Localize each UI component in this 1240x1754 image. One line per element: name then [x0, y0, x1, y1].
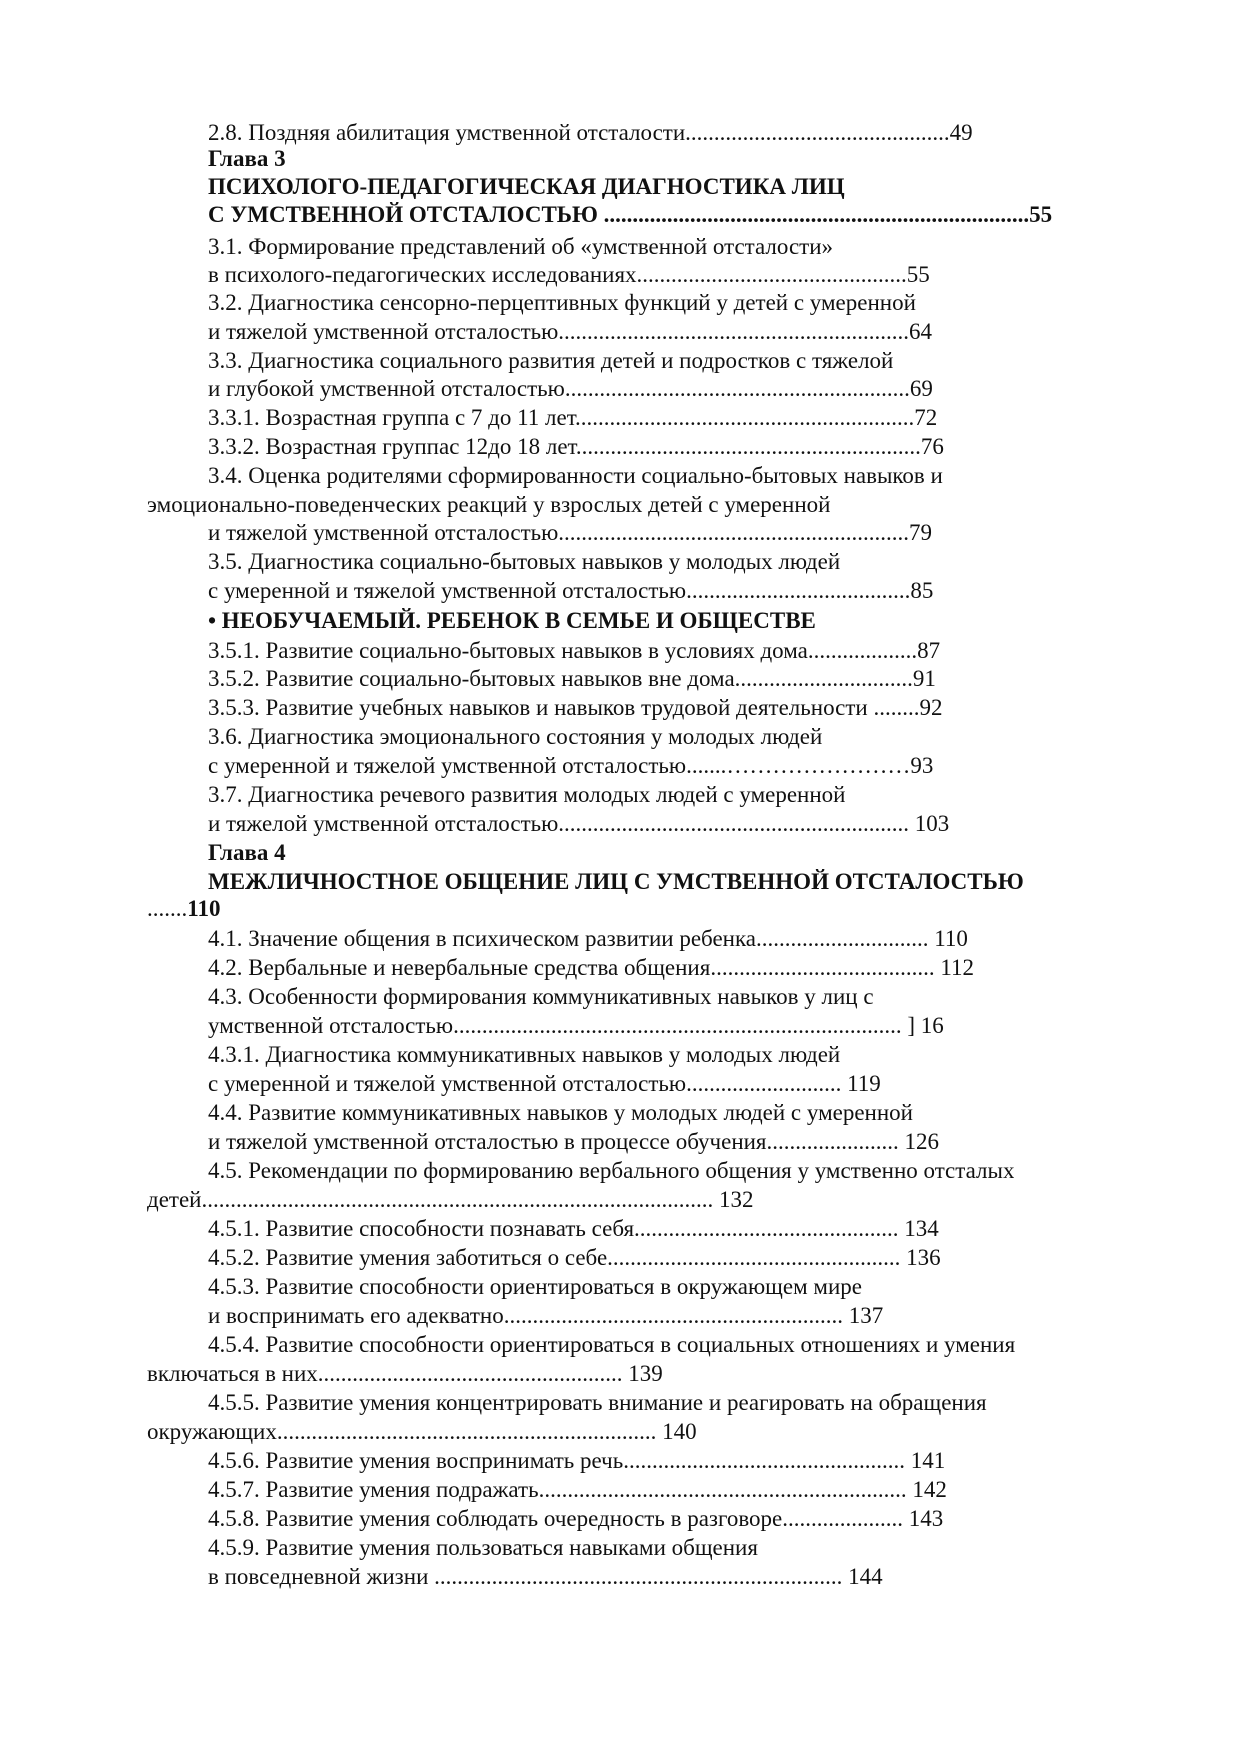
toc-entry-continued: с умеренной и тяжелой умственной отсталостью........................... 119: [208, 1071, 881, 1096]
toc-entry-continued: и глубокой умственной отсталостью............................................................69: [208, 376, 933, 401]
toc-entry: 3.5.2. Развитие социально-бытовых навыков вне дома...............................91: [208, 666, 936, 691]
toc-entry-continued: детей......................................................................................... 132: [147, 1187, 754, 1212]
toc-entry-continued: и тяжелой умственной отсталостью.............................................................64: [208, 319, 933, 344]
chapter-label: Глава 3: [208, 146, 286, 171]
toc-entry-continued: эмоционально-поведенческих реакций у взрослых детей с умеренной: [147, 492, 831, 517]
toc-entry-continued: и тяжелой умственной отсталостью.............................................................79: [208, 520, 933, 545]
toc-entry-continued: окружающих.................................................................. 140: [147, 1419, 697, 1444]
toc-entry: 3.3.2. Возрастная группас 12до 18 лет............................................................76: [208, 434, 944, 459]
toc-entry: 3.5.1. Развитие социально-бытовых навыков в условиях дома...................87: [208, 638, 941, 663]
toc-entry-continued: включаться в них..................................................... 139: [147, 1361, 663, 1386]
chapter-label: Глава 4: [208, 840, 286, 865]
toc-entry-continued: в психолого-педагогических исследованиях...............................................55: [208, 262, 930, 287]
chapter-title: ПСИХОЛОГО-ПЕДАГОГИЧЕСКАЯ ДИАГНОСТИКА ЛИЦ: [208, 174, 845, 199]
toc-entry-continued: в повседневной жизни ....................................................................... 144: [208, 1564, 883, 1589]
toc-entry: 4.5.4. Развитие способности ориентироваться в социальных отношениях и умения: [208, 1332, 1016, 1357]
toc-entry: 4.5.6. Развитие умения воспринимать речь................................................. 141: [208, 1448, 946, 1473]
toc-entry: 4.5.5. Развитие умения концентрировать внимание и реагировать на обращения: [208, 1390, 987, 1415]
toc-entry: 4.5.7. Развитие умения подражать................................................................ 142: [208, 1477, 947, 1502]
toc-entry: 4.3. Особенности формирования коммуникативных навыков у лиц с: [208, 984, 874, 1009]
toc-entry-continued: с умеренной и тяжелой умственной отсталостью.......................................85: [208, 578, 934, 603]
toc-entry: 4.5.1. Развитие способности познавать себя.............................................. 134: [208, 1216, 939, 1241]
toc-entry: 4.2. Вербальные и невербальные средства общения....................................... 112: [208, 955, 974, 980]
toc-entry: 2.8. Поздняя абилитация умственной отсталости..............................................49: [208, 120, 973, 145]
chapter-title: МЕЖЛИЧНОСТНОЕ ОБЩЕНИЕ ЛИЦ С УМСТВЕННОЙ ОТСТАЛОСТЬЮ: [208, 869, 1024, 894]
toc-entry: 3.7. Диагностика речевого развития молодых людей с умеренной: [208, 782, 846, 807]
toc-entry-continued: и воспринимать его адекватно........................................................... 137: [208, 1303, 884, 1328]
toc-entry: 3.5.3. Развитие учебных навыков и навыков трудовой деятельности ........92: [208, 695, 943, 720]
toc-entry: 3.3.1. Возрастная группа с 7 до 11 лет...........................................................72: [208, 405, 938, 430]
chapter-title-continued: С УМСТВЕННОЙ ОТСТАЛОСТЬЮ ..........................................................................55: [208, 202, 1053, 227]
toc-entry: 3.6. Диагностика эмоционального состояния у молодых людей: [208, 724, 823, 749]
section-heading: • НЕОБУЧАЕМЫЙ. РЕБЕНОК В СЕМЬЕ И ОБЩЕСТВЕ: [208, 608, 816, 633]
toc-entry: 4.5.3. Развитие способности ориентироваться в окружающем мире: [208, 1274, 862, 1299]
toc-entry: 4.4. Развитие коммуникативных навыков у молодых людей с умеренной: [208, 1100, 913, 1125]
toc-entry-continued: и тяжелой умственной отсталостью............................................................. 103: [208, 811, 950, 836]
toc-entry-continued: умственной отсталостью.............................................................................. ] 16: [208, 1013, 944, 1038]
toc-entry: 3.5. Диагностика социально-бытовых навыков у молодых людей: [208, 549, 841, 574]
toc-entry: 4.3.1. Диагностика коммуникативных навыков у молодых людей: [208, 1042, 841, 1067]
toc-entry: 3.3. Диагностика социального развития детей и подростков с тяжелой: [208, 348, 894, 373]
toc-entry-continued: и тяжелой умственной отсталостью в процессе обучения....................... 126: [208, 1129, 940, 1154]
toc-entry: 3.4. Оценка родителями сформированности социально-бытовых навыков и: [208, 463, 943, 488]
toc-entry: 4.5.9. Развитие умения пользоваться навыками общения: [208, 1535, 758, 1560]
toc-entry: 4.1. Значение общения в психическом развитии ребенка.............................. 110: [208, 926, 968, 951]
toc-entry: 4.5. Рекомендации по формированию вербального общения у умственно отсталых: [208, 1158, 1015, 1183]
toc-entry: 4.5.2. Развитие умения заботиться о себе................................................... 136: [208, 1245, 941, 1270]
toc-entry: 4.5.8. Развитие умения соблюдать очередность в разговоре..................... 143: [208, 1506, 944, 1531]
page-number: 110: [187, 896, 221, 921]
toc-entry-continued: с умеренной и тяжелой умственной отсталостью.......……………………93: [208, 753, 934, 778]
toc-entry: 3.1. Формирование представлений об «умственной отсталости»: [208, 234, 834, 259]
leader-dots: .......: [147, 896, 188, 921]
toc-entry: 3.2. Диагностика сенсорно-перцептивных функций у детей с умеренной: [208, 290, 916, 315]
chapter-title-continued: [147, 894, 220, 923]
